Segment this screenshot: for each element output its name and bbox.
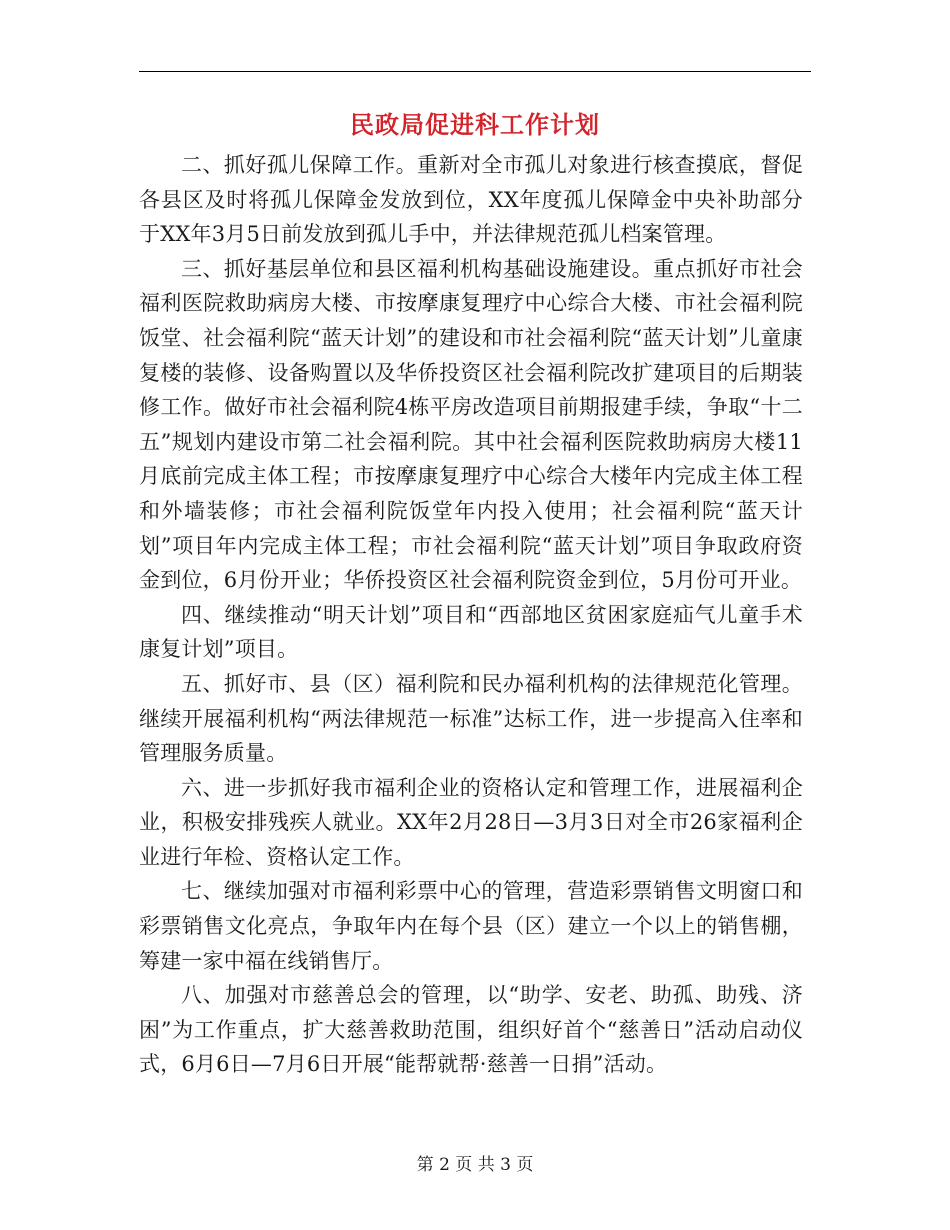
header-rule: [139, 71, 811, 72]
paragraph-4: 四、继续推动“明天计划”项目和“西部地区贫困家庭疝气儿童手术康复计划”项目。: [139, 602, 803, 662]
paragraph-8: 八、加强对市慈善总会的管理，以“助学、安老、助孤、助残、济困”为工作重点，扩大慈善救助范围，组织好首个“慈善日”活动启动仪式，6月6日—7月6日开展“能帮就帮·慈善一日捐”活动。: [139, 983, 803, 1077]
paragraph-7: 七、继续加强对市福利彩票中心的管理，营造彩票销售文明窗口和彩票销售文化亮点，争取年内在每个县（区）建立一个以上的销售棚，筹建一家中福在线销售厅。: [139, 879, 803, 973]
page-number-footer: 第 2 页 共 3 页: [416, 1155, 534, 1175]
document-body: [139, 148, 803, 1082]
paragraph-2: 二、抓好孤儿保障工作。重新对全市孤儿对象进行核查摸底，督促各县区及时将孤儿保障金发放到位，XX年度孤儿保障金中央补助部分于XX年3月5日前发放到孤儿手中，并法律规范孤儿档案管理。: [139, 153, 803, 247]
paragraph-3: 三、抓好基层单位和县区福利机构基础设施建设。重点抓好市社会福利医院救助病房大楼、市按摩康复理疗中心综合大楼、市社会福利院饭堂、社会福利院“蓝天计划”的建设和市社会福利院“蓝天计划”儿童康复楼的装修、设备购置以及华侨投资区社会福利院改扩建项目的后期装修工作。做好市社会福利院4栋平房改造项目前期报建手续，争取“十二五”规划内建设市第二社会福利院。其中社会福利医院救助病房大楼11月底前完成主体工程；市按摩康复理疗中心综合大楼年内完成主体工程和外墙装修；市社会福利院饭堂年内投入使用；社会福利院“蓝天计划”项目年内完成主体工程；市社会福利院“蓝天计划”项目争取政府资金到位，6月份开业；华侨投资区社会福利院资金到位，5月份可开业。: [139, 256, 803, 593]
document-title: 民政局促进科工作计划: [350, 110, 600, 139]
paragraph-5: 五、抓好市、县（区）福利院和民办福利机构的法律规范化管理。继续开展福利机构“两法律规范一标准”达标工作，进一步提高入住率和管理服务质量。: [139, 671, 803, 766]
paragraph-6: 六、进一步抓好我市福利企业的资格认定和管理工作，进展福利企业，积极安排残疾人就业。XX年2月28日—3月3日对全市26家福利企业进行年检、资格认定工作。: [139, 775, 803, 869]
